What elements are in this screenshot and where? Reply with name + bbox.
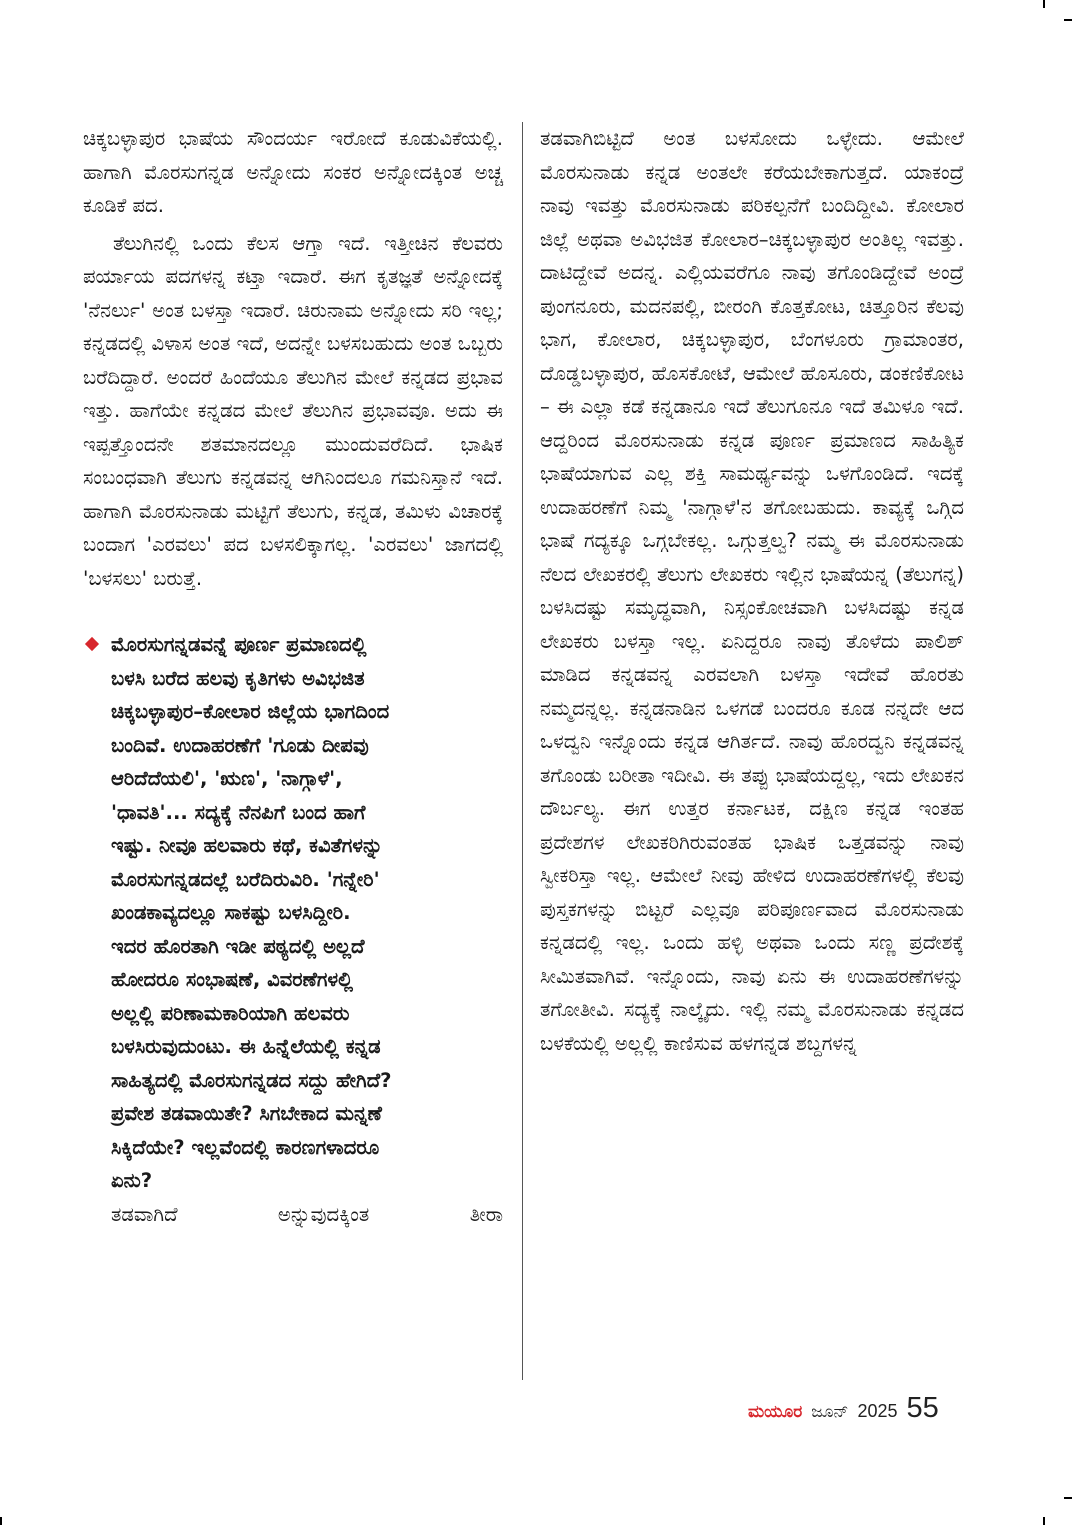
answer-word: ತೀರಾ xyxy=(469,1202,503,1226)
magazine-logo: ಮಯೂರ xyxy=(748,1402,803,1422)
page-footer xyxy=(748,1392,939,1432)
question-line: ಮೊರಸುಗನ್ನಡದಲ್ಲೆ ಬರೆದಿರುವಿರಿ. 'ಗನ್ನೇರಿ' xyxy=(111,867,380,891)
crop-mark xyxy=(1064,1497,1072,1499)
issue-year: 2025 xyxy=(857,1401,898,1421)
interview-question xyxy=(83,628,503,1198)
question-line: ಅಲ್ಲಲ್ಲಿ ಪರಿಣಾಮಕಾರಿಯಾಗಿ ಹಲವರು xyxy=(111,1001,350,1025)
question-line: ಹೋದರೂ ಸಂಭಾಷಣೆ, ವಿವರಣೆಗಳಲ್ಲಿ xyxy=(111,968,353,991)
question-line: ಬಂದಿವೆ. ಉದಾಹರಣೆಗೆ 'ಗೂಡು ದೀಪವು xyxy=(111,733,369,757)
paragraph: ಚಿಕ್ಕಬಳ್ಳಾಪುರ ಭಾಷೆಯ ಸೌಂದರ್ಯ ಇರೋದೆ ಕೂಡುವಿಕೆಯಲ್ಲಿ. ಹಾಗಾಗಿ ಮೊರಸುಗನ್ನಡ ಅನ್ನೋದು ಸಂಕರ ಅನ್ನೋದಕ್ಕಿಂತ ಅಚ್ಚ ಕೂಡಿಕೆ ಪದ. xyxy=(83,127,503,217)
question-line: ಬಳಸಿ ಬರೆದ ಹಲವು ಕೃತಿಗಳು ಅವಿಭಜಿತ xyxy=(111,666,365,690)
question-line: ಆರಿದೆದೆಯಲಿ', 'ಋಣ', 'ನಾಗ್ಗಾಳೆ', xyxy=(111,767,343,790)
paragraph: ತೆಲುಗಿನಲ್ಲಿ ಒಂದು ಕೆಲಸ ಆಗ್ತಾ ಇದೆ. ಇತ್ತೀಚಿನ ಕೆಲವರು ಪರ್ಯಾಯ ಪದಗಳನ್ನ ಕಟ್ತಾ ಇದಾರೆ. ಈಗ ಕೃತಜ್ಞತೆ ಅನ್ನೋದಕ್ಕೆ 'ನೆನರ್ಲು' ಅಂತ ಬಳಸ್ತಾ ಇದಾರೆ. ಚಿರುನಾಮ ಅನ್ನೋದು ಸರಿ ಇಲ್ಲ; ಕನ್ನಡದಲ್ಲಿ ವಿಳಾಸ ಅಂತ ಇದೆ, ಅದನ್ನೇ ಬಳಸಬಹುದು ಅಂತ ಒಬ್ಬರು ಬರೆದಿದ್ದಾರೆ. ಅಂದರೆ ಹಿಂದೆಯೂ ತೆಲುಗಿನ ಮೇಲೆ ಕನ್ನಡದ ಪ್ರಭಾವ ಇತ್ತು. ಹಾಗೆಯೇ ಕನ್ನಡದ ಮೇಲೆ ತೆಲುಗಿನ ಪ್ರಭಾವವೂ. ಅದು ಈ ಇಪ್ಪತ್ತೊಂದನೇ ಶತಮಾನದಲ್ಲೂ ಮುಂದುವರೆದಿದೆ. ಭಾಷಿಕ ಸಂಬಂಧವಾಗಿ ತೆಲುಗು ಕನ್ನಡವನ್ನ ಆಗಿನಿಂದಲೂ ಗಮನಿಸ್ತಾನೆ ಇದೆ. ಹಾಗಾಗಿ ಮೊರಸುನಾಡು ಮಟ್ಟಿಗೆ ತೆಲುಗು, ಕನ್ನಡ, ತಮಿಳು ವಿಚಾರಕ್ಕೆ ಬಂದಾಗ 'ಎರವಲು' ಪದ ಬಳಸಲಿಕ್ಕಾಗಲ್ಲ. 'ಎರವಲು' ಜಾಗದಲ್ಲಿ 'ಬಳಸಲು' ಬರುತ್ತೆ. xyxy=(83,231,503,590)
crop-mark xyxy=(1043,0,1045,8)
answer-word: ತಡವಾಗಿದೆ xyxy=(111,1202,178,1226)
question-line: ಖಂಡಕಾವ್ಯದಲ್ಲೂ ಸಾಕಷ್ಟು ಬಳಸಿದ್ದೀರಿ. xyxy=(111,901,351,924)
question-line: ಏನು? xyxy=(111,1169,153,1192)
left-column xyxy=(83,122,503,1231)
page-number: 55 xyxy=(906,1392,939,1424)
question-line: ಮೊರಸುಗನ್ನಡವನ್ನೆ ಪೂರ್ಣ ಪ್ರಮಾಣದಲ್ಲಿ xyxy=(111,633,367,656)
question-line: ಬಳಸಿರುವುದುಂಟು. ಈ ಹಿನ್ನೆಲೆಯಲ್ಲಿ ಕನ್ನಡ xyxy=(111,1035,381,1058)
answer-start-line xyxy=(83,1198,503,1232)
question-line: ಇದರ ಹೊರತಾಗಿ ಇಡೀ ಪಠ್ಯದಲ್ಲಿ ಅಲ್ಲದೆ xyxy=(111,934,365,958)
crop-mark xyxy=(1064,19,1072,21)
question-line: ಇಷ್ಟು. ನೀವೂ ಹಲವಾರು ಕಥೆ, ಕವಿತೆಗಳನ್ನು xyxy=(111,834,383,857)
red-diamond-bullet-icon xyxy=(85,637,99,651)
issue-month: ಜೂನ್ xyxy=(811,1402,849,1422)
answer-word: ಅನ್ನುವುದಕ್ಕಿಂತ xyxy=(277,1202,370,1226)
paragraph: ತಡವಾಗಿಬಿಟ್ಟಿದೆ ಅಂತ ಬಳಸೋದು ಒಳ್ಳೇದು. ಆಮೇಲೆ ಮೊರಸುನಾಡು ಕನ್ನಡ ಅಂತಲೇ ಕರೆಯಬೇಕಾಗುತ್ತದೆ. ಯಾಕಂದ್ರೆ ನಾವು ಇವತ್ತು ಮೊರಸುನಾಡು ಪರಿಕಲ್ಪನೆಗೆ ಬಂದಿದ್ದೀವಿ. ಕೋಲಾರ ಜಿಲ್ಲೆ ಅಥವಾ ಅವಿಭಜಿತ ಕೋಲಾರ–ಚಿಕ್ಕಬಳ್ಳಾಪುರ ಅಂತಿಲ್ಲ ಇವತ್ತು. ದಾಟಿದ್ದೇವೆ ಅದನ್ನ. ಎಲ್ಲಿಯವರೆಗೂ ನಾವು ತಗೊಂಡಿದ್ದೇವೆ ಅಂದ್ರೆ ಪುಂಗನೂರು, ಮದನಪಲ್ಲಿ, ಬೀರಂಗಿ ಕೊತ್ತಕೋಟ, ಚಿತ್ತೂರಿನ ಕೆಲವು ಭಾಗ, ಕೋಲಾರ, ಚಿಕ್ಕಬಳ್ಳಾಪುರ, ಬೆಂಗಳೂರು ಗ್ರಾಮಾಂತರ, ದೊಡ್ಡಬಳ್ಳಾಪುರ, ಹೊಸಕೋಟೆ, ಆಮೇಲೆ ಹೊಸೂರು, ಡಂಕಣಿಕೋಟ – ಈ ಎಲ್ಲಾ ಕಡೆ ಕನ್ನಡಾನೂ ಇದೆ ತೆಲುಗೂನೂ ಇದೆ ತಮಿಳೂ ಇದೆ. ಆದ್ದರಿಂದ ಮೊರಸುನಾಡು ಕನ್ನಡ ಪೂರ್ಣ ಪ್ರಮಾಣದ ಸಾಹಿತ್ಯಿಕ ಭಾಷೆಯಾಗುವ ಎಲ್ಲ ಶಕ್ತಿ ಸಾಮರ್ಥ್ಯವನ್ನು ಒಳಗೊಂಡಿದೆ. ಇದಕ್ಕೆ ಉದಾಹರಣೆಗೆ ನಿಮ್ಮ 'ನಾಗ್ಗಾಳೆ'ನ ತಗೋಬಹುದು. ಕಾವ್ಯಕ್ಕೆ ಒಗ್ಗಿದ ಭಾಷೆ ಗದ್ಯಕ್ಕೂ ಒಗ್ಗಬೇಕಲ್ಲ. ಒಗ್ಗುತ್ತಲ್ವ? ನಮ್ಮ ಈ ಮೊರಸುನಾಡು ನೆಲದ ಲೇಖಕರಲ್ಲಿ ತೆಲುಗು ಲೇಖಕರು ಇಲ್ಲಿನ ಭಾಷೆಯನ್ನ (ತೆಲುಗನ್ನ) ಬಳಸಿದಷ್ಟು ಸಮೃದ್ಧವಾಗಿ, ನಿಸ್ಸಂಕೋಚವಾಗಿ ಬಳಸಿದಷ್ಟು ಕನ್ನಡ ಲೇಖಕರು ಬಳಸ್ತಾ ಇಲ್ಲ. ಏನಿದ್ದರೂ ನಾವು ತೊಳೆದು ಪಾಲಿಶ್ ಮಾಡಿದ ಕನ್ನಡವನ್ನ ಎರವಲಾಗಿ ಬಳಸ್ತಾ ಇದೇವೆ ಹೊರತು ನಮ್ಮದನ್ನಲ್ಲ. ಕನ್ನಡನಾಡಿನ ಒಳಗಡೆ ಬಂದರೂ ಕೂಡ ನನ್ನದೇ ಆದ ಒಳದ್ವನಿ ಇನ್ನೊಂದು ಕನ್ನಡ ಆಗಿರ್ತದೆ. ನಾವು ಹೊರದ್ವನಿ ಕನ್ನಡವನ್ನ ತಗೊಂಡು ಬರೀತಾ ಇದೀವಿ. ಈ ತಪ್ಪು ಭಾಷೆಯದ್ದಲ್ಲ, ಇದು ಲೇಖಕನ ದೌರ್ಬಲ್ಯ. ಈಗ ಉತ್ತರ ಕರ್ನಾಟಕ, ದಕ್ಷಿಣ ಕನ್ನಡ ಇಂತಹ ಪ್ರದೇಶಗಳ ಲೇಖಕರಿಗಿರುವಂತಹ ಭಾಷಿಕ ಒತ್ತಡವನ್ನು ನಾವು ಸ್ವೀಕರಿಸ್ತಾ ಇಲ್ಲ. ಆಮೇಲೆ ನೀವು ಹೇಳಿದ ಉದಾಹರಣೆಗಳಲ್ಲಿ ಕೆಲವು ಪುಸ್ತಕಗಳನ್ನು ಬಿಟ್ಟರೆ ಎಲ್ಲವೂ ಪರಿಪೂರ್ಣವಾದ ಮೊರಸುನಾಡು ಕನ್ನಡದಲ್ಲಿ ಇಲ್ಲ. ಒಂದು ಹಳ್ಳಿ ಅಥವಾ ಒಂದು ಸಣ್ಣ ಪ್ರದೇಶಕ್ಕೆ ಸೀಮಿತವಾಗಿವೆ. ಇನ್ನೊಂದು, ನಾವು ಏನು ಈ ಉದಾಹರಣೆಗಳನ್ನು ತಗೋತೀವಿ. ಸದ್ಯಕ್ಕೆ ನಾಲ್ಕೈದು. ಇಲ್ಲಿ ನಮ್ಮ ಮೊರಸುನಾಡು ಕನ್ನಡದ ಬಳಕೆಯಲ್ಲಿ ಅಲ್ಲಲ್ಲಿ ಕಾಣಿಸುವ ಹಳಗನ್ನಡ ಶಬ್ದಗಳನ್ನ xyxy=(540,127,964,1055)
question-line: ಸಾಹಿತ್ಯದಲ್ಲಿ ಮೊರಸುಗನ್ನಡದ ಸದ್ದು ಹೇಗಿದೆ? xyxy=(111,1068,392,1092)
question-text xyxy=(111,628,503,1198)
question-line: ಪ್ರವೇಶ ತಡವಾಯಿತೇ? ಸಿಗಬೇಕಾದ ಮನ್ನಣೆ xyxy=(111,1102,382,1125)
crop-mark xyxy=(0,1517,2,1525)
crop-mark xyxy=(1043,1517,1045,1525)
question-line: ಚಿಕ್ಕಬಳ್ಳಾಪುರ–ಕೋಲಾರ ಜಿಲ್ಲೆಯ ಭಾಗದಿಂದ xyxy=(111,700,390,723)
column-divider xyxy=(522,122,523,1380)
question-line: ಸಿಕ್ಕಿದೆಯೇ? ಇಲ್ಲವೆಂದಲ್ಲಿ ಕಾರಣಗಳಾದರೂ xyxy=(111,1135,380,1159)
right-column xyxy=(540,122,964,1060)
question-line: 'ಧಾವತಿ'... ಸದ್ಯಕ್ಕೆ ನೆನಪಿಗೆ ಬಂದ ಹಾಗೆ xyxy=(111,800,366,824)
